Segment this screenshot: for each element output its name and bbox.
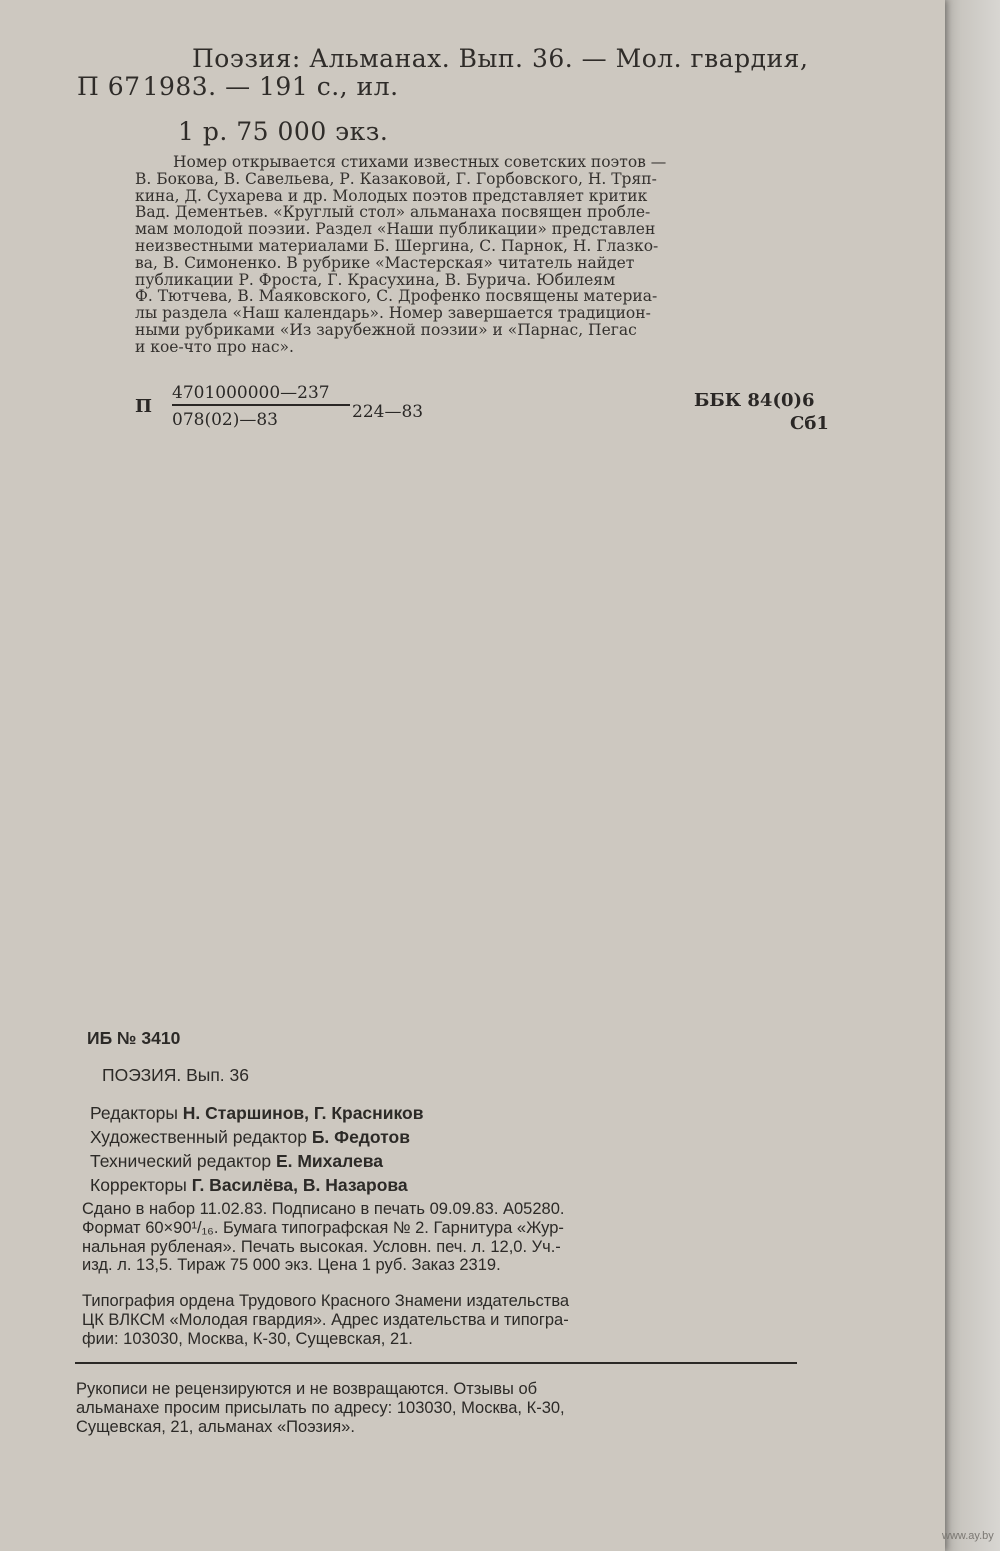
- bbk-subcode: Сб1: [790, 413, 829, 434]
- art-editor-name: Б. Федотов: [311, 1127, 410, 1147]
- annotation-line: лы раздела «Наш календарь». Номер завершается традицион-: [135, 304, 651, 323]
- editors-names: Н. Старшинов, Г. Красников: [182, 1103, 424, 1123]
- correctors-label: Корректоры: [90, 1175, 187, 1195]
- annotation-line: мам молодой поэзии. Раздел «Наши публикации» представлен: [135, 220, 656, 239]
- correctors-line: [90, 1175, 408, 1196]
- print-details-line: Сдано в набор 11.02.83. Подписано в печать 09.09.83. А05280.: [82, 1200, 565, 1218]
- printer-line: ЦК ВЛКСМ «Молодая гвардия». Адрес издательства и типогра-: [82, 1310, 569, 1329]
- printer-line: Типография ордена Трудового Красного Знамени издательства: [82, 1292, 570, 1310]
- horizontal-rule: [75, 1362, 797, 1364]
- annotation-line: Ф. Тютчева, В. Маяковского, С. Дрофенко посвящены материа-: [135, 287, 658, 306]
- art-editor-label: Художественный редактор: [90, 1127, 307, 1147]
- tech-editor-line: [90, 1151, 383, 1172]
- print-details: [82, 1200, 802, 1275]
- printer-info: [82, 1292, 802, 1348]
- header-line-2: [77, 72, 399, 101]
- imprint-title: ПОЭЗИЯ. Вып. 36: [102, 1065, 249, 1085]
- footer-note-line: альманахе просим присылать по адресу: 103030, Москва, К-30,: [76, 1398, 565, 1417]
- index-letter: П: [135, 396, 152, 417]
- header-code: П 67: [77, 72, 141, 101]
- header-year-pages: 1983. — 191 с., ил.: [142, 72, 399, 101]
- index-numerator: 4701000000—237: [172, 383, 330, 403]
- annotation-line: публикации Р. Фроста, Г. Красухина, В. Бурича. Юбилеям: [135, 270, 616, 289]
- annotation-line: Номер открывается стихами известных советских поэтов —: [173, 153, 667, 171]
- print-details-line: изд. л. 13,5. Тираж 75 000 экз. Цена 1 руб. Заказ 2319.: [82, 1256, 501, 1275]
- editors-label: Редакторы: [90, 1103, 178, 1123]
- annotation-line: Вад. Дементьев. «Круглый стол» альманаха посвящен пробле-: [135, 203, 651, 222]
- tech-editor-name: Е. Михалева: [275, 1151, 384, 1171]
- annotation-line: В. Бокова, В. Савельева, Р. Казаковой, Г. Горбовского, Н. Тряп-: [135, 169, 657, 188]
- printer-line: фии: 103030, Москва, К-30, Сущевская, 21.: [82, 1329, 413, 1348]
- print-details-line: Формат 60×90¹/₁₆. Бумага типографская № 2. Гарнитура «Жур-: [82, 1218, 564, 1237]
- ib-number: ИБ № 3410: [87, 1028, 181, 1048]
- editors-line: [90, 1103, 423, 1124]
- print-details-line: нальная рубленая». Печать высокая. Условн. печ. л. 12,0. Уч.-: [82, 1237, 561, 1256]
- correctors-names: Г. Василёва, В. Назарова: [191, 1175, 408, 1195]
- index-suffix: 224—83: [352, 402, 424, 422]
- bbk-code: ББК 84(0)6: [694, 390, 815, 411]
- footer-note-line: Сущевская, 21, альманах «Поэзия».: [76, 1417, 355, 1436]
- annotation-text: [135, 154, 835, 356]
- header-line-1: Поэзия: Альманах. Вып. 36. — Мол. гвардия,: [192, 44, 809, 73]
- tech-editor-label: Технический редактор: [90, 1151, 272, 1171]
- annotation-line: и кое-что про нас».: [135, 337, 294, 356]
- art-editor-line: [90, 1127, 410, 1148]
- annotation-line: неизвестными материалами Б. Шергина, С. Парнок, Н. Глазко-: [135, 236, 659, 255]
- header-price-run: 1 р. 75 000 экз.: [178, 117, 389, 146]
- watermark-text: www.ay.by: [942, 1530, 994, 1542]
- footer-note-line: Рукописи не рецензируются и не возвращаются. Отзывы об: [76, 1380, 538, 1398]
- annotation-line: кина, Д. Сухарева и др. Молодых поэтов представляет критик: [135, 186, 648, 205]
- footer-note: [76, 1380, 796, 1436]
- annotation-line: ными рубриками «Из зарубежной поэзии» и «Парнас, Пегас: [135, 320, 637, 339]
- index-denominator: 078(02)—83: [172, 410, 278, 430]
- fraction-line: [172, 404, 350, 406]
- annotation-line: ва, В. Симоненко. В рубрике «Мастерская» читатель найдет: [135, 253, 635, 272]
